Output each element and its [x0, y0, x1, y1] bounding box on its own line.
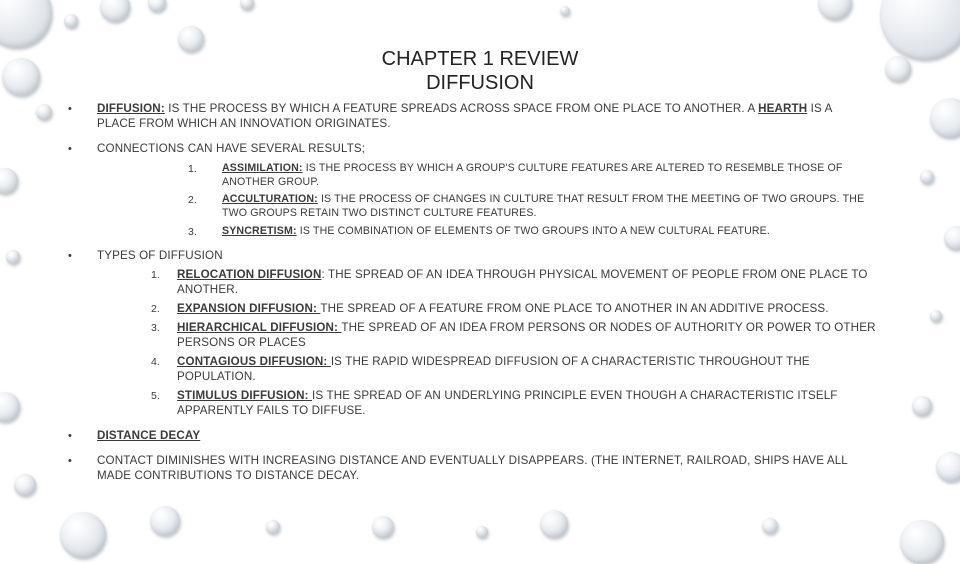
bullet-icon: •	[68, 250, 72, 262]
bullet-icon: •	[68, 430, 72, 442]
term-diffusion: DIFFUSION:	[97, 102, 165, 115]
list-number: 3.	[151, 322, 160, 334]
bullet-distance-decay: DISTANCE DECAY	[97, 429, 201, 442]
list-number: 2.	[188, 194, 197, 206]
title-line-1: CHAPTER 1 REVIEW	[381, 48, 579, 70]
list-item: SYNCRETISM: IS THE COMBINATION OF ELEMENTS OF TWO GROUPS INTO A NEW CULTURAL FEATURE.	[222, 225, 770, 237]
slide-title	[0, 47, 960, 95]
term-hearth: HEARTH	[758, 102, 808, 115]
bullet-connections: CONNECTIONS CAN HAVE SEVERAL RESULTS;	[97, 142, 366, 155]
list-item: ACCULTURATION: IS THE PROCESS OF CHANGES IN CULTURE THAT RESULT FROM THE MEETING OF TWO GROUPS. THE TWO GROUPS RETAIN TWO DISTINCT CULTURE FEATURES.	[222, 193, 865, 219]
bullet-icon: •	[68, 455, 72, 467]
bullet-icon: •	[68, 103, 72, 115]
bullet-diffusion: DIFFUSION: IS THE PROCESS BY WHICH A FEATURE SPREADS ACROSS SPACE FROM ONE PLACE TO ANOTHER. A HEARTH IS A PLACE FROM WHICH AN INNOVATION ORIGINATES.	[97, 102, 832, 130]
bullet-types-of-diffusion: TYPES OF DIFFUSION	[97, 249, 223, 262]
bullet-icon: •	[68, 143, 72, 155]
list-item: ASSIMILATION: IS THE PROCESS BY WHICH A GROUP'S CULTURE FEATURES ARE ALTERED TO RESEMBLE THOSE OF ANOTHER GROUP.	[222, 162, 843, 188]
list-number: 5.	[151, 390, 160, 402]
title-line-2: DIFFUSION	[426, 72, 534, 94]
list-number: 2.	[151, 303, 160, 315]
list-item: EXPANSION DIFFUSION: THE SPREAD OF A FEATURE FROM ONE PLACE TO ANOTHER IN AN ADDITIVE PROCESS.	[177, 302, 829, 315]
list-item: STIMULUS DIFFUSION: IS THE SPREAD OF AN UNDERLYING PRINCIPLE EVEN THOUGH A CHARACTERISTIC ITSELF APPARENTLY FAILS TO DIFFUSE.	[177, 389, 838, 417]
list-number: 1.	[151, 269, 160, 281]
list-item: RELOCATION DIFFUSION: THE SPREAD OF AN IDEA THROUGH PHYSICAL MOVEMENT OF PEOPLE FROM ONE PLACE TO ANOTHER.	[177, 268, 868, 296]
list-item: HIERARCHICAL DIFFUSION: THE SPREAD OF AN IDEA FROM PERSONS OR NODES OF AUTHORITY OR POWER TO OTHER PERSONS OR PLACES	[177, 321, 876, 349]
list-number: 4.	[151, 356, 160, 368]
list-number: 1.	[188, 163, 197, 175]
list-item: CONTAGIOUS DIFFUSION: IS THE RAPID WIDESPREAD DIFFUSION OF A CHARACTERISTIC THROUGHOUT THE POPULATION.	[177, 355, 810, 383]
bullet-contact-diminishes: CONTACT DIMINISHES WITH INCREASING DISTANCE AND EVENTUALLY DISAPPEARS. (THE INTERNET, RAILROAD, SHIPS HAVE ALL MADE CONTRIBUTIONS TO DISTANCE DECAY.	[97, 454, 848, 482]
list-number: 3.	[188, 226, 197, 238]
